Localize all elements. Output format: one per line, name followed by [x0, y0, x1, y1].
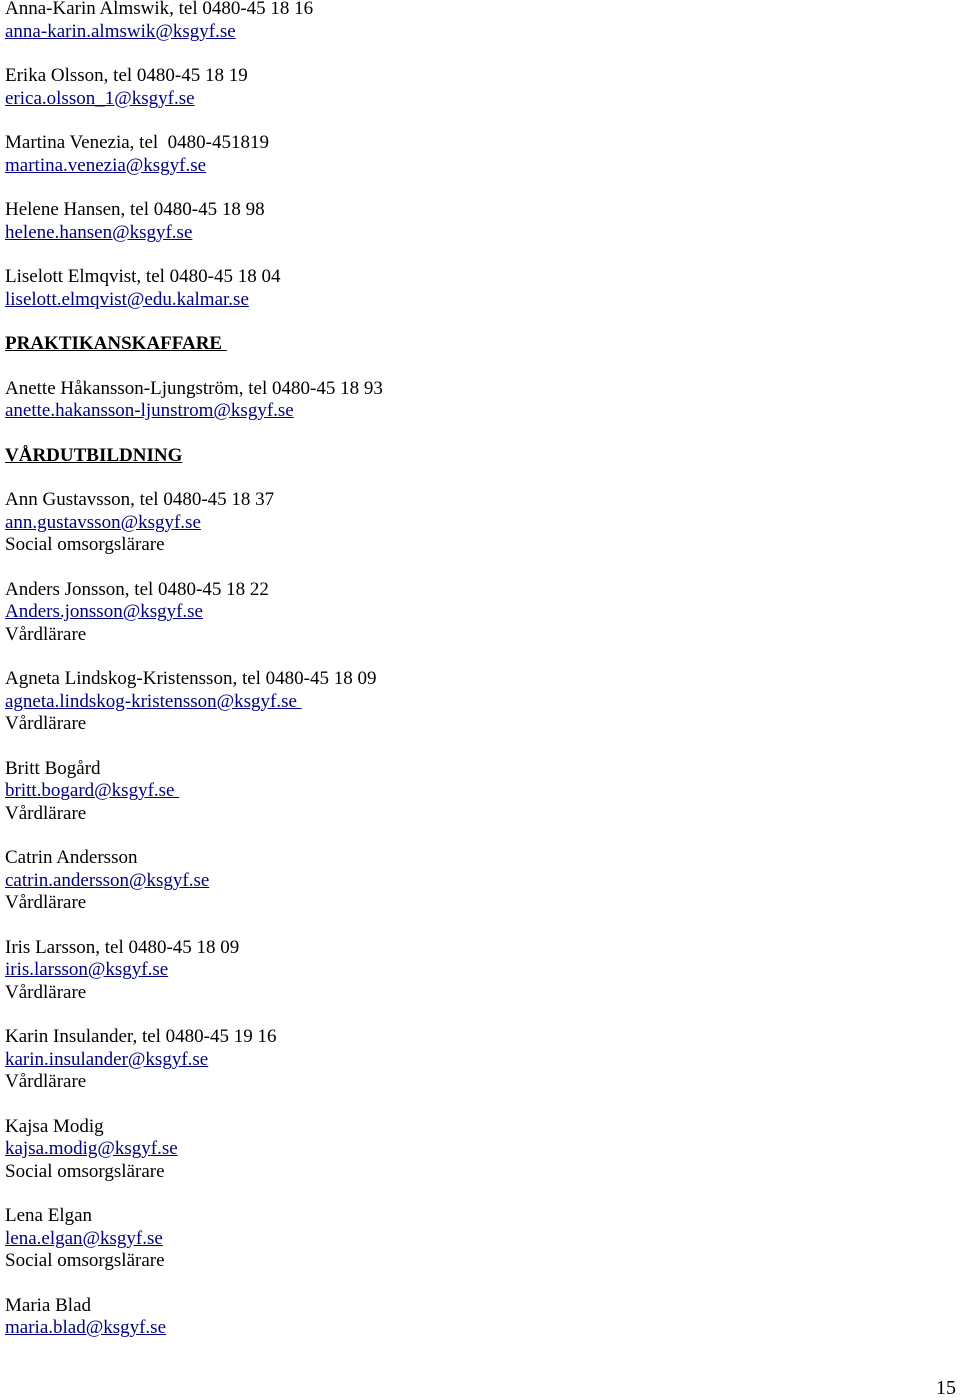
- contact-email-link[interactable]: helene.hansen@ksgyf.se: [5, 221, 193, 243]
- contact-entry: [5, 579, 945, 647]
- spacer: [5, 646, 945, 668]
- contact-role: Social omsorgslärare: [5, 1250, 165, 1271]
- contact-name-line: Catrin Andersson: [5, 847, 138, 868]
- contact-role: Social omsorgslärare: [5, 1160, 165, 1182]
- contact-entry: [5, 758, 945, 826]
- contact-email-link[interactable]: Anders.jonsson@ksgyf.se: [5, 601, 203, 622]
- contact-email-link[interactable]: lena.elgan@ksgyf.se: [5, 1227, 163, 1249]
- contact-entry: [5, 489, 945, 557]
- contact-email-link[interactable]: agneta.lindskog-kristensson@ksgyf.se: [5, 690, 302, 712]
- contact-email-link[interactable]: liselott.elmqvist@edu.kalmar.se: [5, 288, 249, 310]
- contact-entry: [5, 668, 945, 736]
- contact-entry: [5, 266, 945, 311]
- spacer: [5, 557, 945, 579]
- contact-email-link[interactable]: catrin.andersson@ksgyf.se: [5, 869, 210, 891]
- spacer: [5, 1004, 945, 1026]
- contact-name-line: Karin Insulander, tel 0480-45 19 16: [5, 1026, 277, 1047]
- contact-entry: [5, 1295, 945, 1340]
- contact-email-link[interactable]: maria.blad@ksgyf.se: [5, 1317, 167, 1338]
- contact-name-line: Iris Larsson, tel 0480-45 18 09: [5, 936, 240, 958]
- contact-email-link[interactable]: anette.hakansson-ljunstrom@ksgyf.se: [5, 400, 294, 421]
- section-heading-vard: VÅRDUTBILDNING: [5, 444, 183, 466]
- contact-email-link[interactable]: karin.insulander@ksgyf.se: [5, 1048, 209, 1070]
- contact-name-line: Erika Olsson, tel 0480-45 18 19: [5, 65, 248, 86]
- spacer: [5, 423, 945, 445]
- contact-name-line: Ann Gustavsson, tel 0480-45 18 37: [5, 489, 275, 510]
- contact-entry: [5, 132, 945, 177]
- contact-name-line: Kajsa Modig: [5, 1115, 104, 1137]
- contact-entry: [5, 937, 945, 1005]
- spacer: [5, 110, 945, 132]
- contact-entry: [5, 847, 945, 915]
- contact-name-line: Lena Elgan: [5, 1205, 93, 1226]
- contact-name-line: Helene Hansen, tel 0480-45 18 98: [5, 199, 265, 220]
- contact-role: Vårdlärare: [5, 713, 87, 734]
- contact-name-line: Britt Bogård: [5, 757, 101, 779]
- spacer: [5, 177, 945, 199]
- contact-email-link[interactable]: erica.olsson_1@ksgyf.se: [5, 87, 195, 109]
- spacer: [5, 43, 945, 65]
- contact-email-link[interactable]: martina.venezia@ksgyf.se: [5, 154, 207, 176]
- contact-entry: [5, 0, 945, 43]
- contact-name-line: Anette Håkansson-Ljungström, tel 0480-45 18 93: [5, 377, 383, 399]
- contact-email-link[interactable]: kajsa.modig@ksgyf.se: [5, 1138, 178, 1159]
- spacer: [5, 1183, 945, 1205]
- contact-role: Social omsorgslärare: [5, 534, 165, 555]
- page-number: 15: [936, 1377, 956, 1399]
- contact-entry: [5, 199, 945, 244]
- contact-entry: [5, 378, 945, 423]
- spacer: [5, 825, 945, 847]
- spacer: [5, 1094, 945, 1116]
- contact-entry: [5, 1116, 945, 1184]
- contact-role: Vårdlärare: [5, 802, 87, 824]
- contact-entry: [5, 1026, 945, 1094]
- contact-name-line: Maria Blad: [5, 1294, 92, 1316]
- contact-entry: [5, 1205, 945, 1273]
- contact-email-link[interactable]: iris.larsson@ksgyf.se: [5, 959, 169, 980]
- spacer: [5, 736, 945, 758]
- spacer: [5, 244, 945, 266]
- contact-role: Vårdlärare: [5, 1071, 87, 1092]
- contact-name-line: Martina Venezia, tel 0480-451819: [5, 132, 269, 153]
- spacer: [5, 915, 945, 937]
- spacer: [5, 311, 945, 333]
- contact-name-line: Agneta Lindskog-Kristensson, tel 0480-45 18 09: [5, 668, 377, 689]
- spacer: [5, 467, 945, 489]
- contact-email-link[interactable]: britt.bogard@ksgyf.se: [5, 780, 180, 801]
- contact-name-line: Liselott Elmqvist, tel 0480-45 18 04: [5, 266, 281, 287]
- spacer: [5, 356, 945, 378]
- contact-email-link[interactable]: ann.gustavsson@ksgyf.se: [5, 511, 201, 533]
- section-heading-praktik: PRAKTIKANSKAFFARE: [5, 333, 227, 354]
- contact-role: Vårdlärare: [5, 981, 87, 1003]
- spacer: [5, 1273, 945, 1295]
- contact-role: Vårdlärare: [5, 623, 87, 645]
- contact-email-link[interactable]: anna-karin.almswik@ksgyf.se: [5, 20, 236, 42]
- contact-entry: [5, 65, 945, 110]
- document-page: [5, 0, 945, 1340]
- contact-role: Vårdlärare: [5, 892, 87, 913]
- contact-name-line: Anna-Karin Almswik, tel 0480-45 18 16: [5, 0, 314, 19]
- contact-name-line: Anders Jonsson, tel 0480-45 18 22: [5, 578, 269, 600]
